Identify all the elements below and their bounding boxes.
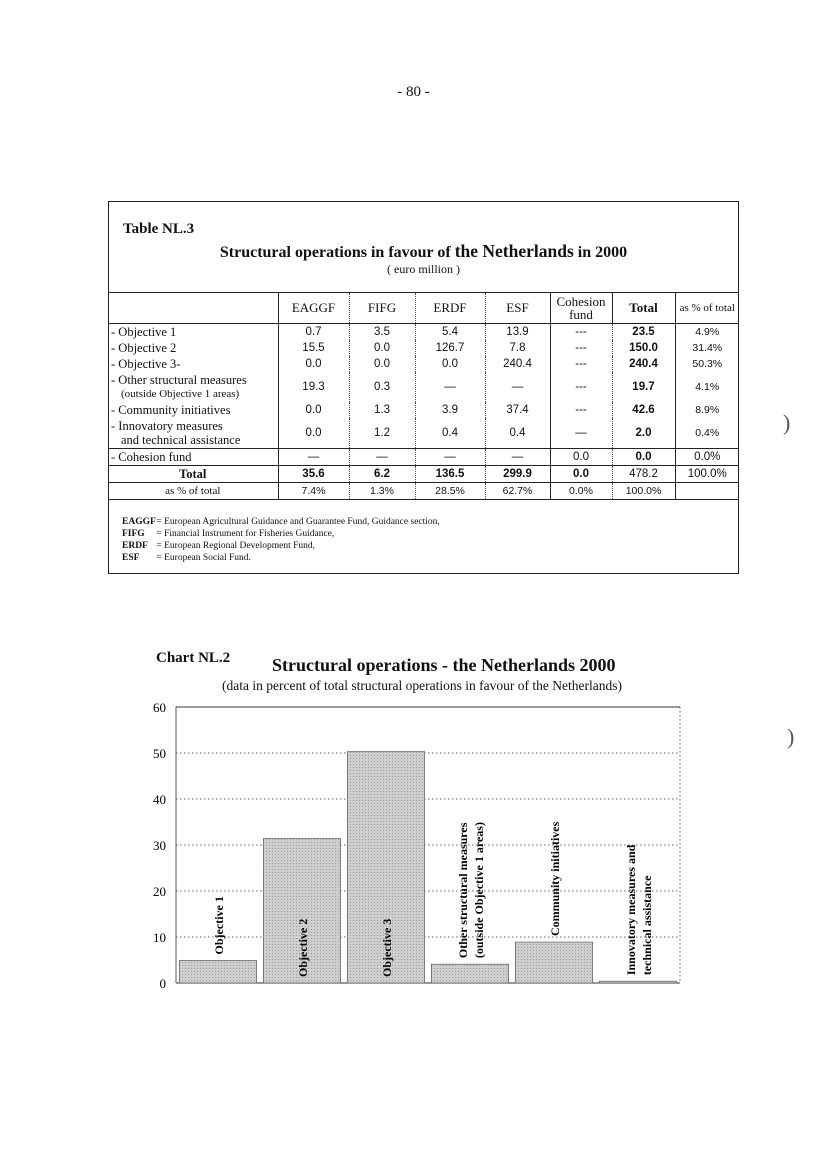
margin-bracket-mark: ) [787,724,795,749]
y-tick-label: 50 [153,746,166,761]
header-eaggf: EAGGF [278,293,349,324]
row-label [108,340,278,356]
row-label: as % of total [108,483,278,500]
header-cohesion: Cohesion fund [550,293,612,324]
table-row [108,340,739,356]
table-unit: ( euro million ) [387,262,460,276]
row-label-main: - Objective 1 [111,325,177,339]
header-esf: ESF [485,293,550,324]
cell: 6.2 [349,466,415,483]
cell: — [485,372,550,402]
bar [515,942,592,983]
table-body [108,324,739,449]
cell: — [415,372,485,402]
cell: 0.0 [550,449,612,466]
row-label [108,372,278,402]
cell: — [550,418,612,449]
row-label-sub: and technical assistance [121,433,241,447]
cell-empty [675,483,739,500]
bar-chart [140,695,700,995]
header-blank [108,293,278,324]
row-label-main: - Objective 3- [111,357,181,371]
table-row [108,418,739,449]
abbreviation-legend [122,516,440,564]
cell: — [278,449,349,466]
cell: 8.9% [675,402,739,418]
table-row [108,402,739,418]
cell: 5.4 [415,324,485,341]
legend-text: = Financial Instrument for Fisheries Guidance, [156,529,335,539]
header-percent: as % of total [675,293,739,324]
cell: 0.0 [550,466,612,483]
row-label: Total [108,466,278,483]
cell: 4.9% [675,324,739,341]
table-heading [108,241,739,262]
category-label-line: Objective 1 [212,896,226,955]
bar-category-label [212,896,226,954]
cell: 0.4% [675,418,739,449]
cell: 28.5% [415,483,485,500]
cell: 35.6 [278,466,349,483]
legend-text: = European Social Fund. [156,553,251,563]
cell: 2.0 [612,418,675,449]
cell: 0.0 [278,356,349,372]
cell: 15.5 [278,340,349,356]
legend-line [122,528,440,540]
cell: --- [550,340,612,356]
cell: — [349,449,415,466]
legend-abbr: EAGGF [122,517,156,527]
cell: --- [550,356,612,372]
cell: 0.7 [278,324,349,341]
cell: 42.6 [612,402,675,418]
y-tick-label: 40 [153,792,166,807]
cell: 1.3 [349,402,415,418]
cell: 7.8 [485,340,550,356]
bar [179,960,256,983]
y-tick-label: 30 [153,838,166,853]
cell: 19.3 [278,372,349,402]
table-row [108,324,739,341]
cell: 23.5 [612,324,675,341]
cell: 31.4% [675,340,739,356]
row-label [108,356,278,372]
chart-subtitle: (data in percent of total structural operations in favour of the Netherlands) [222,678,622,693]
row-label-main: - Innovatory measures [111,419,223,433]
cell: — [485,449,550,466]
cell: 0.0 [415,356,485,372]
percent-row [108,483,739,500]
cell: 0.0% [675,449,739,466]
category-label-line: Community initiatives [548,821,562,937]
structural-operations-table [108,292,739,500]
y-tick-label: 20 [153,884,166,899]
cell: 0.0 [278,418,349,449]
legend-abbr: ERDF [122,541,148,551]
category-label-line: (outside Objective 1 areas) [472,822,486,959]
table-row [108,356,739,372]
bar-category-label [296,919,310,977]
chart-label: Chart NL.2 [156,650,231,666]
cell: --- [550,402,612,418]
category-label-line: Innovatory measures and [624,844,638,976]
cell: 7.4% [278,483,349,500]
legend-abbr: FIFG [122,529,145,539]
cell: 37.4 [485,402,550,418]
cell: 62.7% [485,483,550,500]
cell: 100.0% [675,466,739,483]
cell: 0.0 [278,402,349,418]
page-number: - 80 - [397,84,430,100]
y-tick-label: 10 [153,930,166,945]
category-label-line: Objective 2 [296,918,310,977]
bar-category-label [624,844,654,975]
legend-line [122,552,440,564]
row-label-main: - Other structural measures [111,373,247,387]
cell: 478.2 [612,466,675,483]
cell: 136.5 [415,466,485,483]
cell: --- [550,372,612,402]
cell: 1.3% [349,483,415,500]
bar [431,964,508,983]
cell: 126.7 [415,340,485,356]
category-label-line: technical assistance [640,875,654,976]
header-erdf: ERDF [415,293,485,324]
category-label-line: Other structural measures [456,822,470,959]
bar-category-label [456,822,486,958]
y-tick-label: 60 [153,700,166,715]
row-label [108,324,278,341]
margin-bracket-mark: ) [783,410,791,435]
cell: 1.2 [349,418,415,449]
cell: 4.1% [675,372,739,402]
cell: 0.0 [612,449,675,466]
cell: 0.3 [349,372,415,402]
row-label [108,418,278,449]
cell: 3.9 [415,402,485,418]
chart-heading: Structural operations - the Netherlands 2000 [272,655,616,675]
table-heading-pre: Structural operations in favour of [219,244,455,261]
row-label: - Cohesion fund [108,449,278,466]
cell: 100.0% [612,483,675,500]
row-label-sub: (outside Objective 1 areas) [121,388,240,400]
cell: 0.0 [349,340,415,356]
cell: 0.0% [550,483,612,500]
table-row [108,372,739,402]
category-label-line: Objective 3 [380,918,394,977]
total-row [108,466,739,483]
cell: 19.7 [612,372,675,402]
table-header-row [108,293,739,324]
legend-text: = European Regional Development Fund, [156,541,316,551]
legend-line [122,516,440,528]
cell: — [415,449,485,466]
cell: 0.0 [349,356,415,372]
cell: 13.9 [485,324,550,341]
bar-category-label [548,821,562,936]
cell: --- [550,324,612,341]
cell: 240.4 [612,356,675,372]
header-total: Total [612,293,675,324]
table-heading-post: in 2000 [573,244,628,261]
cohesion-row [108,449,739,466]
cell: 299.9 [485,466,550,483]
legend-abbr: ESF [122,553,140,563]
bar [599,981,676,983]
cell: 3.5 [349,324,415,341]
row-label-main: - Objective 2 [111,341,177,355]
cell: 0.4 [415,418,485,449]
y-tick-label: 0 [159,976,166,991]
cell: 150.0 [612,340,675,356]
table-label: Table NL.3 [123,221,195,237]
cell: 50.3% [675,356,739,372]
row-label-main: - Community initiatives [111,403,231,417]
header-fifg: FIFG [349,293,415,324]
legend-text: = European Agricultural Guidance and Guarantee Fund, Guidance section, [156,517,440,527]
cell: 0.4 [485,418,550,449]
row-label [108,402,278,418]
table-heading-country: the Netherlands [454,241,574,261]
bar-category-label [380,919,394,977]
cell: 240.4 [485,356,550,372]
legend-line [122,540,440,552]
